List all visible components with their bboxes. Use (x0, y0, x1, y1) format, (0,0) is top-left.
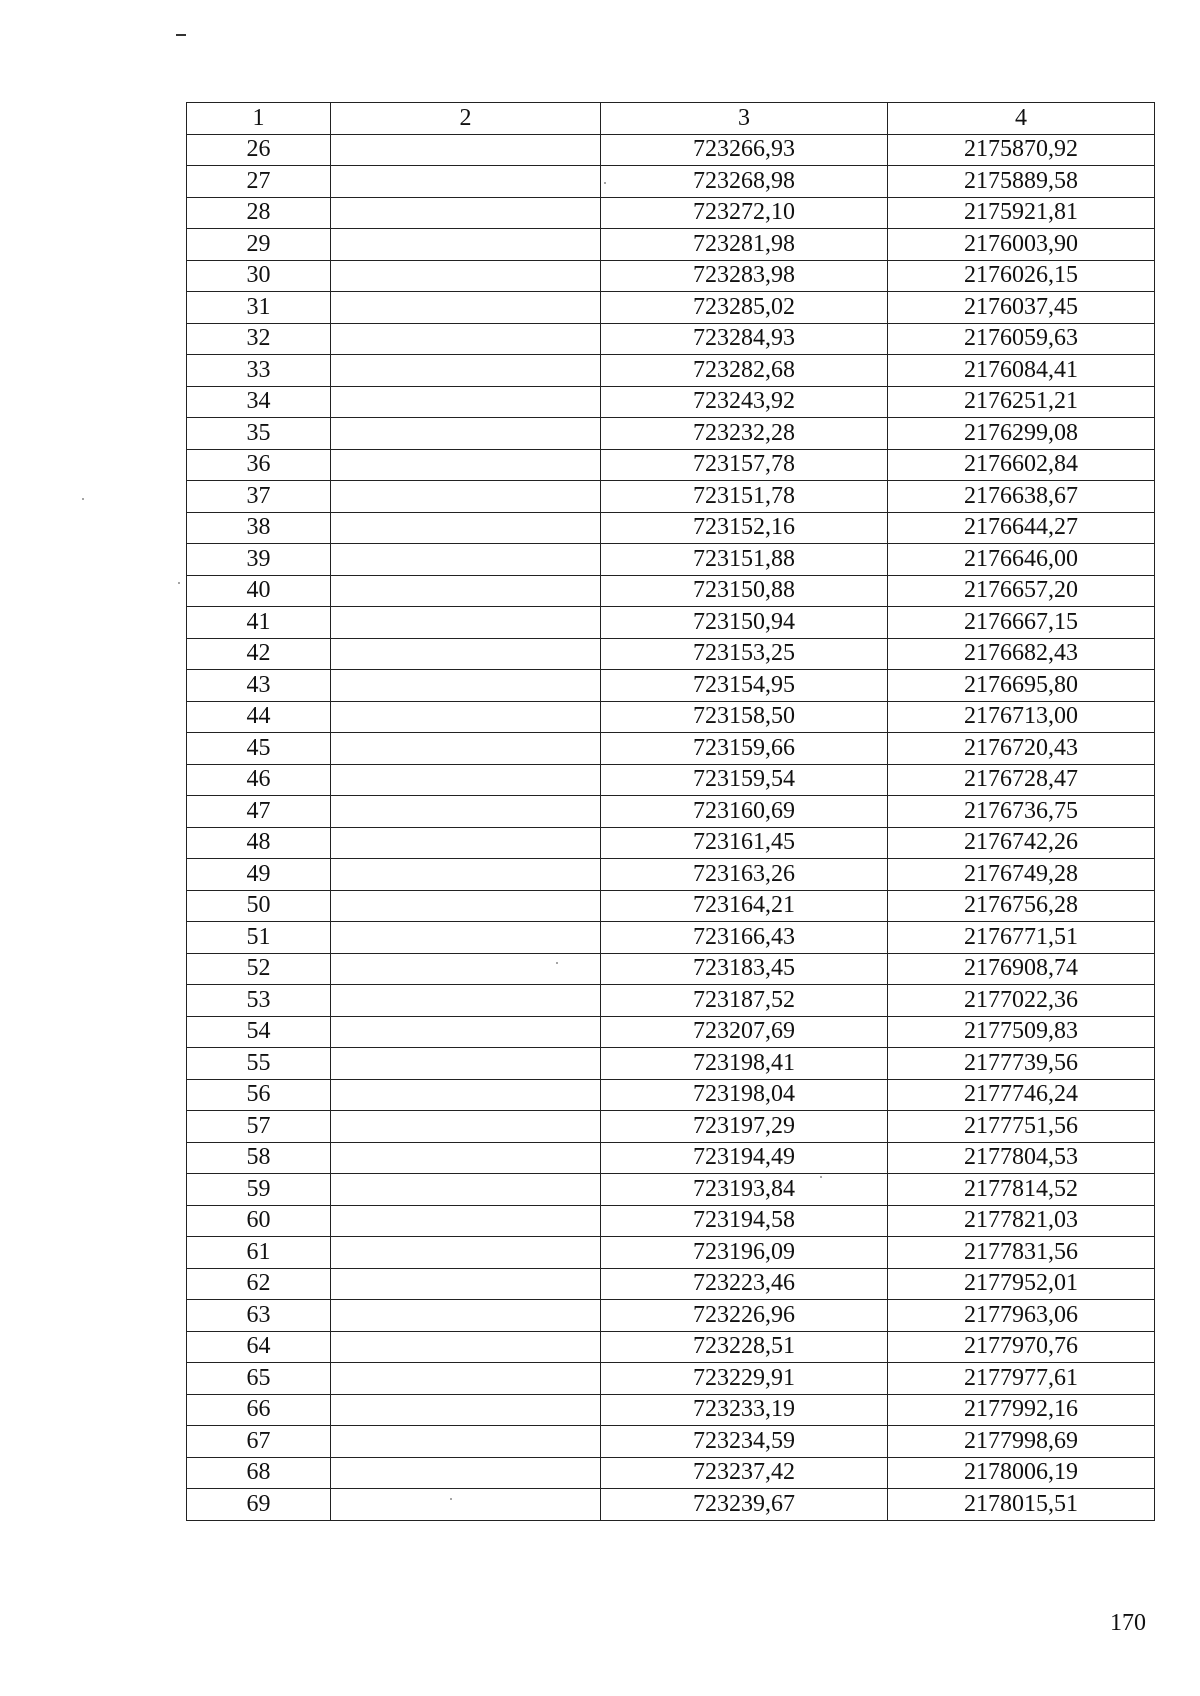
table-cell-col4: 2176771,51 (888, 922, 1155, 954)
table-cell-col1: 57 (187, 1111, 331, 1143)
table-body (187, 134, 1155, 1520)
table-row (187, 607, 1155, 639)
table-row (187, 1426, 1155, 1458)
table-cell-col4: 2178006,19 (888, 1457, 1155, 1489)
table-cell-col2 (331, 1426, 601, 1458)
table-row (187, 481, 1155, 513)
table-row (187, 544, 1155, 576)
table-row (187, 1174, 1155, 1206)
table-cell-col2 (331, 449, 601, 481)
table-cell-col3: 723163,26 (601, 859, 888, 891)
table-cell-col4: 2176084,41 (888, 355, 1155, 387)
table-cell-col2 (331, 733, 601, 765)
table-cell-col1: 42 (187, 638, 331, 670)
table-cell-col2 (331, 1205, 601, 1237)
table-row (187, 1079, 1155, 1111)
table-row (187, 166, 1155, 198)
table-cell-col2 (331, 575, 601, 607)
table-cell-col3: 723268,98 (601, 166, 888, 198)
table-cell-col3: 723198,41 (601, 1048, 888, 1080)
table-cell-col4: 2176736,75 (888, 796, 1155, 828)
table-cell-col1: 66 (187, 1394, 331, 1426)
table-cell-col2 (331, 166, 601, 198)
table-cell-col4: 2177952,01 (888, 1268, 1155, 1300)
table-header-row (187, 103, 1155, 135)
table-cell-col1: 69 (187, 1489, 331, 1521)
table-cell-col3: 723152,16 (601, 512, 888, 544)
table-cell-col3: 723207,69 (601, 1016, 888, 1048)
table-cell-col4: 2176713,00 (888, 701, 1155, 733)
table-cell-col4: 2178015,51 (888, 1489, 1155, 1521)
coordinates-table (186, 102, 1155, 1521)
table-cell-col1: 26 (187, 134, 331, 166)
table-cell-col2 (331, 197, 601, 229)
table-row (187, 953, 1155, 985)
table-cell-col3: 723237,42 (601, 1457, 888, 1489)
table-cell-col2 (331, 386, 601, 418)
table-cell-col1: 47 (187, 796, 331, 828)
table-cell-col2 (331, 292, 601, 324)
table-cell-col3: 723154,95 (601, 670, 888, 702)
table-cell-col3: 723266,93 (601, 134, 888, 166)
table-cell-col4: 2177751,56 (888, 1111, 1155, 1143)
table-cell-col2 (331, 890, 601, 922)
table-cell-col4: 2177963,06 (888, 1300, 1155, 1332)
table-cell-col3: 723243,92 (601, 386, 888, 418)
table-cell-col1: 28 (187, 197, 331, 229)
table-cell-col2 (331, 827, 601, 859)
table-row (187, 1300, 1155, 1332)
table-cell-col4: 2176037,45 (888, 292, 1155, 324)
table-cell-col3: 723198,04 (601, 1079, 888, 1111)
table-cell-col1: 43 (187, 670, 331, 702)
table-row (187, 1048, 1155, 1080)
table-cell-col1: 58 (187, 1142, 331, 1174)
table-cell-col2 (331, 953, 601, 985)
table-cell-col1: 67 (187, 1426, 331, 1458)
table-row (187, 638, 1155, 670)
table-row (187, 859, 1155, 891)
table-cell-col2 (331, 323, 601, 355)
table-cell-col3: 723229,91 (601, 1363, 888, 1395)
table-row (187, 575, 1155, 607)
table-cell-col3: 723281,98 (601, 229, 888, 261)
table-cell-col2 (331, 922, 601, 954)
table-row (187, 355, 1155, 387)
table-cell-col1: 51 (187, 922, 331, 954)
table-cell-col1: 65 (187, 1363, 331, 1395)
table-cell-col2 (331, 544, 601, 576)
table-row (187, 1016, 1155, 1048)
table-cell-col3: 723151,88 (601, 544, 888, 576)
table-row (187, 1363, 1155, 1395)
table-cell-col1: 52 (187, 953, 331, 985)
table-cell-col2 (331, 481, 601, 513)
scan-mark (176, 34, 186, 36)
table-row (187, 418, 1155, 450)
table-cell-col2 (331, 1457, 601, 1489)
table-cell-col4: 2175921,81 (888, 197, 1155, 229)
table-cell-col4: 2177509,83 (888, 1016, 1155, 1048)
table-cell-col3: 723196,09 (601, 1237, 888, 1269)
table-cell-col3: 723150,94 (601, 607, 888, 639)
table-cell-col3: 723194,58 (601, 1205, 888, 1237)
table-cell-col3: 723272,10 (601, 197, 888, 229)
table-cell-col1: 30 (187, 260, 331, 292)
table-cell-col1: 59 (187, 1174, 331, 1206)
table-cell-col4: 2175870,92 (888, 134, 1155, 166)
table-cell-col2 (331, 701, 601, 733)
table-cell-col3: 723187,52 (601, 985, 888, 1017)
table-cell-col4: 2176003,90 (888, 229, 1155, 261)
table-cell-col2 (331, 1237, 601, 1269)
table-row (187, 1111, 1155, 1143)
table-cell-col3: 723283,98 (601, 260, 888, 292)
table-cell-col4: 2176756,28 (888, 890, 1155, 922)
header-cell-1: 1 (187, 103, 331, 135)
table-cell-col1: 48 (187, 827, 331, 859)
table-cell-col2 (331, 229, 601, 261)
table-cell-col4: 2176695,80 (888, 670, 1155, 702)
table-cell-col4: 2176720,43 (888, 733, 1155, 765)
table-cell-col1: 40 (187, 575, 331, 607)
table-cell-col1: 54 (187, 1016, 331, 1048)
table-row (187, 197, 1155, 229)
table-cell-col1: 61 (187, 1237, 331, 1269)
table-cell-col2 (331, 1079, 601, 1111)
table-cell-col2 (331, 1331, 601, 1363)
table-cell-col2 (331, 607, 601, 639)
table-cell-col1: 36 (187, 449, 331, 481)
table-cell-col4: 2177814,52 (888, 1174, 1155, 1206)
table-row (187, 260, 1155, 292)
table-cell-col3: 723193,84 (601, 1174, 888, 1206)
table-cell-col1: 29 (187, 229, 331, 261)
table-row (187, 449, 1155, 481)
table-cell-col1: 37 (187, 481, 331, 513)
table-cell-col1: 49 (187, 859, 331, 891)
table-cell-col1: 39 (187, 544, 331, 576)
table-cell-col2 (331, 1363, 601, 1395)
header-cell-3: 3 (601, 103, 888, 135)
table-cell-col2 (331, 418, 601, 450)
table-cell-col3: 723226,96 (601, 1300, 888, 1332)
table-cell-col3: 723153,25 (601, 638, 888, 670)
table-cell-col1: 50 (187, 890, 331, 922)
table-row (187, 796, 1155, 828)
table-row (187, 1331, 1155, 1363)
table-cell-col1: 33 (187, 355, 331, 387)
table-cell-col3: 723233,19 (601, 1394, 888, 1426)
table-row (187, 701, 1155, 733)
table-cell-col4: 2177746,24 (888, 1079, 1155, 1111)
table-cell-col4: 2176657,20 (888, 575, 1155, 607)
table-row (187, 512, 1155, 544)
table-cell-col3: 723197,29 (601, 1111, 888, 1143)
table-cell-col3: 723159,54 (601, 764, 888, 796)
scan-speck (178, 582, 180, 584)
table-cell-col3: 723157,78 (601, 449, 888, 481)
table-cell-col3: 723183,45 (601, 953, 888, 985)
table-cell-col2 (331, 859, 601, 891)
table-cell-col2 (331, 1268, 601, 1300)
table-cell-col4: 2177821,03 (888, 1205, 1155, 1237)
table-cell-col3: 723164,21 (601, 890, 888, 922)
table-cell-col1: 55 (187, 1048, 331, 1080)
table-cell-col3: 723160,69 (601, 796, 888, 828)
table-cell-col1: 63 (187, 1300, 331, 1332)
table-cell-col4: 2177970,76 (888, 1331, 1155, 1363)
table-cell-col4: 2176728,47 (888, 764, 1155, 796)
table-cell-col1: 53 (187, 985, 331, 1017)
table-row (187, 229, 1155, 261)
table-cell-col4: 2176026,15 (888, 260, 1155, 292)
table-row (187, 1237, 1155, 1269)
table-cell-col3: 723232,28 (601, 418, 888, 450)
table-cell-col1: 38 (187, 512, 331, 544)
table-row (187, 292, 1155, 324)
table-cell-col3: 723161,45 (601, 827, 888, 859)
table-cell-col4: 2176682,43 (888, 638, 1155, 670)
table-cell-col3: 723239,67 (601, 1489, 888, 1521)
table-cell-col2 (331, 670, 601, 702)
table-row (187, 985, 1155, 1017)
table-cell-col2 (331, 638, 601, 670)
table-cell-col2 (331, 512, 601, 544)
table-cell-col1: 45 (187, 733, 331, 765)
table-cell-col3: 723158,50 (601, 701, 888, 733)
table-cell-col2 (331, 1142, 601, 1174)
table-cell-col4: 2176638,67 (888, 481, 1155, 513)
table-cell-col3: 723234,59 (601, 1426, 888, 1458)
table-cell-col3: 723223,46 (601, 1268, 888, 1300)
table-cell-col3: 723194,49 (601, 1142, 888, 1174)
table-cell-col3: 723151,78 (601, 481, 888, 513)
table-cell-col2 (331, 1489, 601, 1521)
table-cell-col4: 2176908,74 (888, 953, 1155, 985)
table-cell-col4: 2176602,84 (888, 449, 1155, 481)
table-cell-col2 (331, 985, 601, 1017)
table-cell-col3: 723166,43 (601, 922, 888, 954)
table-cell-col1: 32 (187, 323, 331, 355)
table-row (187, 1142, 1155, 1174)
table-row (187, 1489, 1155, 1521)
table-cell-col4: 2176646,00 (888, 544, 1155, 576)
table-row (187, 733, 1155, 765)
table-cell-col1: 60 (187, 1205, 331, 1237)
table-cell-col3: 723282,68 (601, 355, 888, 387)
table-cell-col3: 723228,51 (601, 1331, 888, 1363)
table-row (187, 323, 1155, 355)
table-cell-col4: 2177739,56 (888, 1048, 1155, 1080)
table-cell-col1: 68 (187, 1457, 331, 1489)
table-cell-col3: 723150,88 (601, 575, 888, 607)
table-cell-col4: 2177977,61 (888, 1363, 1155, 1395)
table-cell-col4: 2177998,69 (888, 1426, 1155, 1458)
table-cell-col2 (331, 260, 601, 292)
table-cell-col4: 2177992,16 (888, 1394, 1155, 1426)
table-cell-col1: 41 (187, 607, 331, 639)
table-cell-col1: 56 (187, 1079, 331, 1111)
table-cell-col1: 64 (187, 1331, 331, 1363)
header-cell-4: 4 (888, 103, 1155, 135)
table-row (187, 922, 1155, 954)
table-row (187, 1457, 1155, 1489)
table-cell-col4: 2176667,15 (888, 607, 1155, 639)
table-cell-col3: 723284,93 (601, 323, 888, 355)
table-cell-col1: 62 (187, 1268, 331, 1300)
table-row (187, 670, 1155, 702)
table-cell-col3: 723285,02 (601, 292, 888, 324)
page-number: 170 (1110, 1610, 1146, 1636)
table-cell-col1: 44 (187, 701, 331, 733)
table-cell-col4: 2177831,56 (888, 1237, 1155, 1269)
table-cell-col2 (331, 355, 601, 387)
table-cell-col4: 2176742,26 (888, 827, 1155, 859)
table-cell-col1: 46 (187, 764, 331, 796)
table-cell-col1: 27 (187, 166, 331, 198)
table-row (187, 890, 1155, 922)
table-cell-col2 (331, 764, 601, 796)
table-cell-col4: 2176299,08 (888, 418, 1155, 450)
table-cell-col4: 2177022,36 (888, 985, 1155, 1017)
table-cell-col2 (331, 1111, 601, 1143)
table-cell-col1: 34 (187, 386, 331, 418)
table-cell-col4: 2176644,27 (888, 512, 1155, 544)
table-cell-col2 (331, 1016, 601, 1048)
table-row (187, 764, 1155, 796)
table-cell-col2 (331, 1174, 601, 1206)
table-cell-col2 (331, 796, 601, 828)
table-row (187, 1268, 1155, 1300)
table-cell-col4: 2176251,21 (888, 386, 1155, 418)
table-cell-col4: 2176059,63 (888, 323, 1155, 355)
table-cell-col4: 2177804,53 (888, 1142, 1155, 1174)
table-cell-col2 (331, 1394, 601, 1426)
scan-speck (82, 498, 84, 500)
table-row (187, 386, 1155, 418)
table-row (187, 1205, 1155, 1237)
table-row (187, 827, 1155, 859)
table-cell-col2 (331, 1300, 601, 1332)
table-cell-col2 (331, 134, 601, 166)
table-row (187, 1394, 1155, 1426)
table-cell-col4: 2175889,58 (888, 166, 1155, 198)
table-row (187, 134, 1155, 166)
table-cell-col1: 35 (187, 418, 331, 450)
table-cell-col3: 723159,66 (601, 733, 888, 765)
table-cell-col1: 31 (187, 292, 331, 324)
table-cell-col2 (331, 1048, 601, 1080)
table-cell-col4: 2176749,28 (888, 859, 1155, 891)
header-cell-2: 2 (331, 103, 601, 135)
